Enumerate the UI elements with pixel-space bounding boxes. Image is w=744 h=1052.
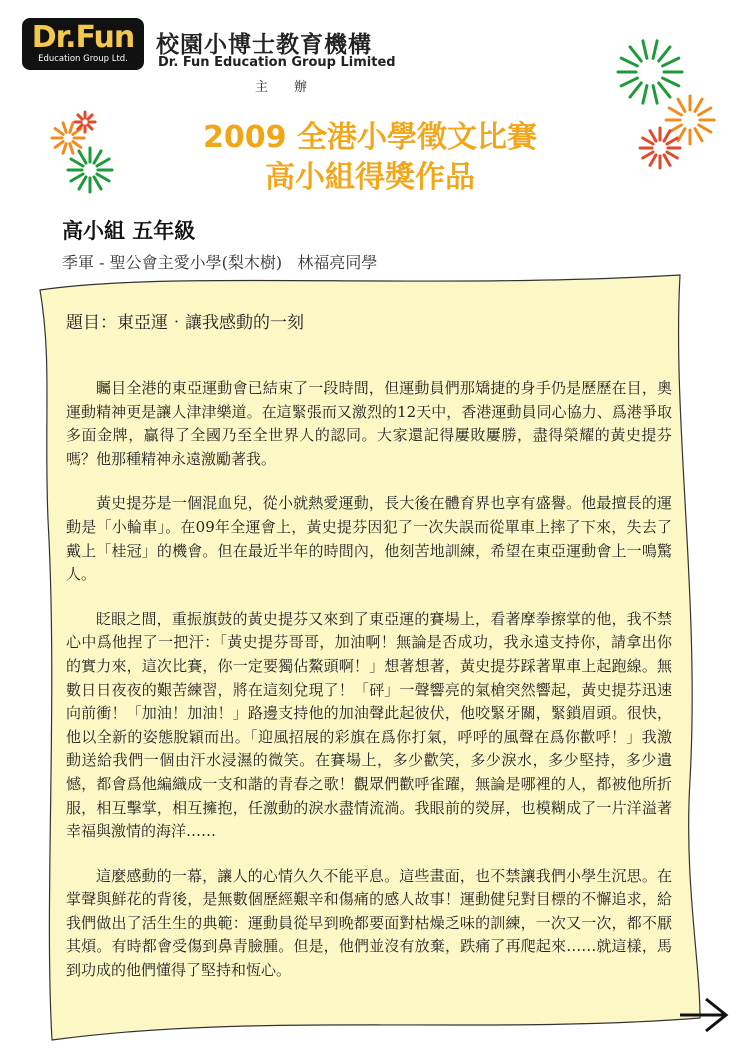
competition-subtitle: 高小組得獎作品 [265, 160, 475, 195]
essay [66, 300, 672, 1004]
essay-title: 題目：東亞運‧讓我感動的一刻 [66, 313, 304, 333]
award-line: 季軍 - 聖公會主愛小學(梨木樹) 林福亮同學 [62, 253, 378, 272]
essay-paragraph: 矚目全港的東亞運動會已結束了一段時間，但運動員們那矯捷的身手仍是歷歷在目，奧運動精神更是讓人津津樂道。在這緊張而又激烈的12天中，香港運動員同心協力、爲港爭取多面金牌，贏得了全國乃至全世界人的認同。大家還記得屢敗屢勝，盡得榮耀的黃史提芬嗎？他那種精神永遠激勵著我。 [66, 379, 672, 468]
essay-paragraph: 這麼感動的一幕，讓人的心情久久不能平息。這些畫面，也不禁讓我們小學生沉思。在掌聲與鮮花的背後，是無數個歷經艱辛和傷痛的感人故事！運動健兒對目標的不懈追求，給我們做出了活生生的典範：運動員從早到晚都要面對枯燥乏味的訓練，一次又一次，都不厭其煩。有時都會受傷到鼻青臉腫。但是，他們並沒有放棄，跌痛了再爬起來……就這樣，馬到功成的他們懂得了堅持和恆心。 [66, 866, 672, 980]
org-name-english: Dr. Fun Education Group Limited [158, 55, 396, 70]
arrow-right-icon[interactable] [676, 995, 732, 1035]
essay-paragraph: 黃史提芬是一個混血兒，從小就熱愛運動，長大後在體育界也享有盛譽。他最擅長的運動是「小輪車」。在09年全運會上，黃史提芬因犯了一次失誤而從單車上摔了下來，失去了戴上「桂冠」的機會。但在最近半年的時間內，他刻苦地訓練，希望在東亞運動會上一鳴驚人。 [66, 494, 672, 584]
org-name-chinese: 校園小博士教育機構 [156, 32, 372, 58]
competition-title: 2009 全港小學徵文比賽 [203, 120, 537, 155]
essay-paragraph: 眨眼之間，重振旗鼓的黃史提芬又來到了東亞運的賽場上，看著摩拳擦掌的他，我不禁心中爲他捏了一把汗：「黃史提芬哥哥，加油啊！無論是否成功，我永遠支持你，請拿出你的實力來，這次比賽，你一定要獨佔鰲頭啊！」想著想著，黃史提芬踩著單車上起跑線。無數日日夜夜的艱苦練習，將在這刻兌現了！「砰」一聲響亮的氣槍突然響起，黃史提芬迅速向前衝！「加油！加油！」路邊支持他的加油聲此起彼伏，他咬緊牙關，緊鎖眉頭。很快，他以全新的姿態脫穎而出。「迎風招展的彩旗在爲你打氣，呼呼的風聲在爲你歡呼！」我激動送給我們一個由汗水浸濕的微笑。在賽場上，多少歡笑，多少淚水，多少堅持，多少遺憾，都會爲他編織成一支和諧的青春之歌！觀眾們歡呼雀躍，無論是哪裡的人，都被他所折服，相互擊掌，相互擁抱，任激動的淚水盡情流淌。我眼前的熒屏，也模糊成了一片洋溢著幸福與激情的海洋…… [66, 609, 672, 841]
logo-subtitle: Education Group Ltd. [38, 54, 128, 64]
organizer-label: 主辦 [255, 80, 334, 95]
grade-heading: 高小組 五年級 [62, 219, 196, 243]
logo-text: Dr.Fun [31, 20, 135, 55]
